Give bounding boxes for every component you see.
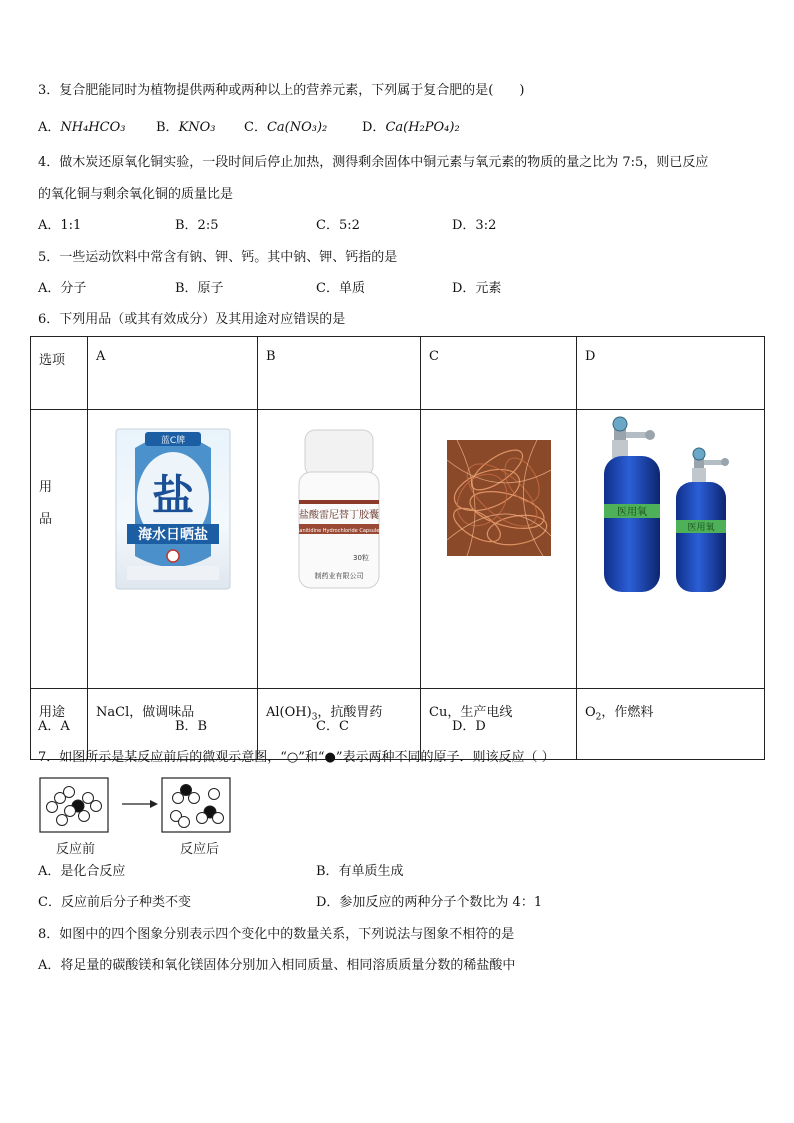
after-box [162, 778, 230, 832]
medicine-bottle-image [291, 428, 387, 590]
q6-stem: 6．下列用品（或其有效成分）及其用途对应错误的是 [38, 312, 346, 327]
q6-option-a: A．A [38, 719, 70, 734]
q7-option-b: B．有单质生成 [316, 864, 404, 879]
oxygen-tanks-image [596, 416, 746, 596]
svg-text:Ranitidine Hydrochloride Capsu: Ranitidine Hydrochloride Capsules [296, 528, 382, 534]
svg-text:30粒: 30粒 [353, 554, 369, 562]
q8-option-a: A．将足量的碳酸镁和氧化镁固体分别加入相同质量、相同溶质质量分数的稀盐酸中 [38, 958, 516, 973]
q6-usage-d: $O_2$，作燃料 [577, 689, 765, 760]
q4-stem-line2: 的氧化铜与剩余氧化铜的质量比是 [38, 187, 234, 202]
q7-option-d: D．参加反应的两种分子个数比为 4：1 [316, 895, 543, 910]
q6-cell-a-image [88, 410, 258, 689]
q3-option-c: C．Ca(NO₃)₂ [244, 120, 328, 135]
q6-header-b: B [258, 337, 421, 410]
q5-option-a: A．分子 [38, 281, 87, 296]
svg-text:盐: 盐 [151, 471, 194, 520]
label-after: 反应后 [180, 842, 220, 857]
q6-image-row [31, 410, 765, 689]
q5-option-c: C．单质 [316, 281, 365, 296]
q5-option-d: D．元素 [452, 281, 502, 296]
q5-option-b: B．原子 [175, 281, 224, 296]
q6-usage-b: $Al(OH)_3$，抗酸胃药 [258, 689, 421, 760]
q3-option-d: D．Ca(H₂PO₄)₂ [362, 120, 460, 135]
q6-header-d: D [577, 337, 765, 410]
q3-stem: 3．复合肥能同时为植物提供两种或两种以上的营养元素，下列属于复合肥的是( ) [38, 83, 525, 98]
q6-table [30, 336, 765, 760]
q6-header-a: A [88, 337, 258, 410]
q6-header-c: C [421, 337, 577, 410]
q4-option-c: C．5:2 [316, 218, 360, 233]
q6-usage-c: Cu，生产电线 [421, 689, 577, 760]
svg-text:医用氧: 医用氧 [616, 507, 647, 518]
svg-text:盐酸雷尼替丁胶囊: 盐酸雷尼替丁胶囊 [299, 510, 379, 521]
q6-option-b: B．B [175, 719, 208, 734]
q5-stem: 5．一些运动饮料中常含有钠、钾、钙。其中钠、钾、钙指的是 [38, 250, 398, 265]
q6-option-c: C．C [316, 719, 349, 734]
svg-text:海水日晒盐: 海水日晒盐 [137, 527, 208, 543]
q4-option-a: A．1:1 [38, 218, 82, 233]
q6-usage-a: NaCl，做调味品 [88, 689, 258, 760]
q3-option-b: B．KNO₃ [156, 120, 216, 135]
q6-cell-d-image [577, 410, 765, 689]
q4-option-d: D．3:2 [452, 218, 497, 233]
q3-option-a: A．NH₄HCO₃ [38, 120, 126, 135]
svg-text:蓝C牌: 蓝C牌 [160, 436, 185, 446]
q7-option-a: A．是化合反应 [38, 864, 126, 879]
label-before: 反应前 [56, 842, 96, 857]
q6-cell-c-image [421, 410, 577, 689]
svg-text:制药业有限公司: 制药业有限公司 [314, 572, 364, 580]
q8-stem: 8．如图中的四个图象分别表示四个变化中的数量关系，下列说法与图象不相符的是 [38, 927, 515, 942]
q7-option-c: C．反应前后分子种类不变 [38, 895, 191, 910]
reaction-diagram [38, 776, 238, 836]
q6-cell-b-image [258, 410, 421, 689]
q4-option-b: B．2:5 [175, 218, 219, 233]
q7-stem: 7．如图所示是某反应前后的微观示意图，“○”和“●”表示两种不同的原子．则该反应（ ） [38, 750, 555, 765]
q4-stem-line1: 4．做木炭还原氧化铜实验，一段时间后停止加热，测得剩余固体中铜元素与氧元素的物质的量之比为 7:5，则已反应 [38, 155, 709, 170]
copper-wire-image [447, 440, 551, 556]
q6-row-label-items: 用 品 [31, 410, 88, 689]
svg-text:医用氧: 医用氧 [686, 523, 715, 533]
q6-header-option: 选项 [31, 337, 88, 410]
q6-row-label-usage: 用途 [31, 689, 88, 760]
q6-header-row [31, 337, 765, 410]
q6-option-d: D．D [452, 719, 486, 734]
salt-package-image [115, 428, 231, 590]
